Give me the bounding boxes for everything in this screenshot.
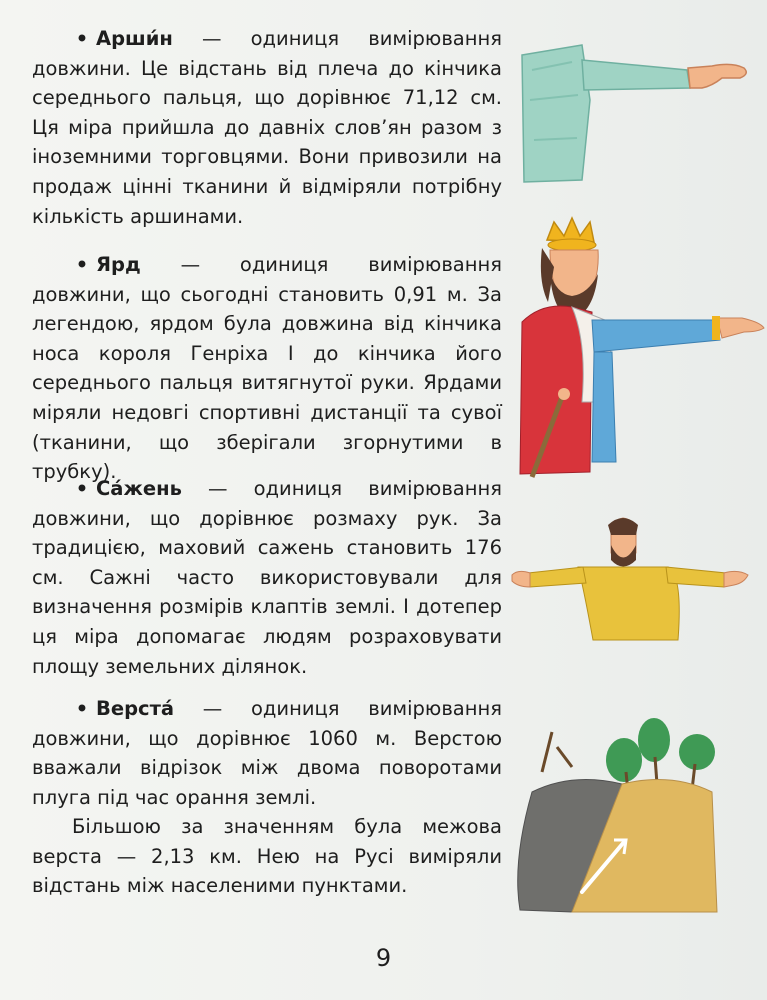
page-number: 9 xyxy=(375,944,392,972)
bullet: • xyxy=(75,27,89,50)
definition-sazhen: — одиниця вимірювання довжини, що дорівнює розмаху рук. За традицією, маховий сажень становить 176 см. Сажні часто використовували для визначення розмірів клаптів землі. І дотепер ця міра допомагає людям розраховувати площу земельних ділянок. xyxy=(32,477,502,678)
entry-versta xyxy=(32,694,502,812)
king-henry-illustration xyxy=(512,212,767,482)
term-yard: Ярд xyxy=(96,253,141,276)
definition-yard: — одиниця вимірювання довжини, що сьогодні становить 0,91 м. За легендою, ярдом була довжина від кінчика носа короля Генріха I до кінчика його середнього пальця витягнутої руки. Ярдами міряли недовгі спортивні дистанції та сувої (тканини, що зберігали згорнутими в трубку). xyxy=(32,253,502,484)
bullet: • xyxy=(75,697,89,720)
term-arshyn: Арши́н xyxy=(96,27,173,50)
bullet: • xyxy=(75,253,89,276)
term-sazhen: Са́жень xyxy=(96,477,182,500)
definition-arshyn: — одиниця вимірювання довжини. Це відстань від плеча до кінчика середнього пальця, що дорівнює 71,12 см. Ця міра прийшла до давніх слов’ян разом з іноземними торговцями. Вони привозили на продаж цінні тканини й відміряли потрібну кількість аршинами. xyxy=(32,27,502,228)
entry-yard xyxy=(32,250,502,487)
sazhen-man-illustration xyxy=(508,515,753,645)
entry-arshyn xyxy=(32,24,502,231)
term-versta: Верста́ xyxy=(96,697,175,720)
arshyn-arm-illustration xyxy=(512,40,762,190)
definition-versta: — одиниця вимірювання довжини, що дорівнює 1060 м. Верстою вважали відрізок між двома поворотами плуга під час орання землі. xyxy=(32,697,502,809)
bullet: • xyxy=(75,477,89,500)
paragraph-boundary-versta: Більшою за значенням була межова верста — 2,13 км. Нею на Русі виміряли відстань між населеними пунктами. xyxy=(32,815,502,898)
versta-field-illustration xyxy=(512,712,722,917)
entry-sazhen xyxy=(32,474,502,681)
